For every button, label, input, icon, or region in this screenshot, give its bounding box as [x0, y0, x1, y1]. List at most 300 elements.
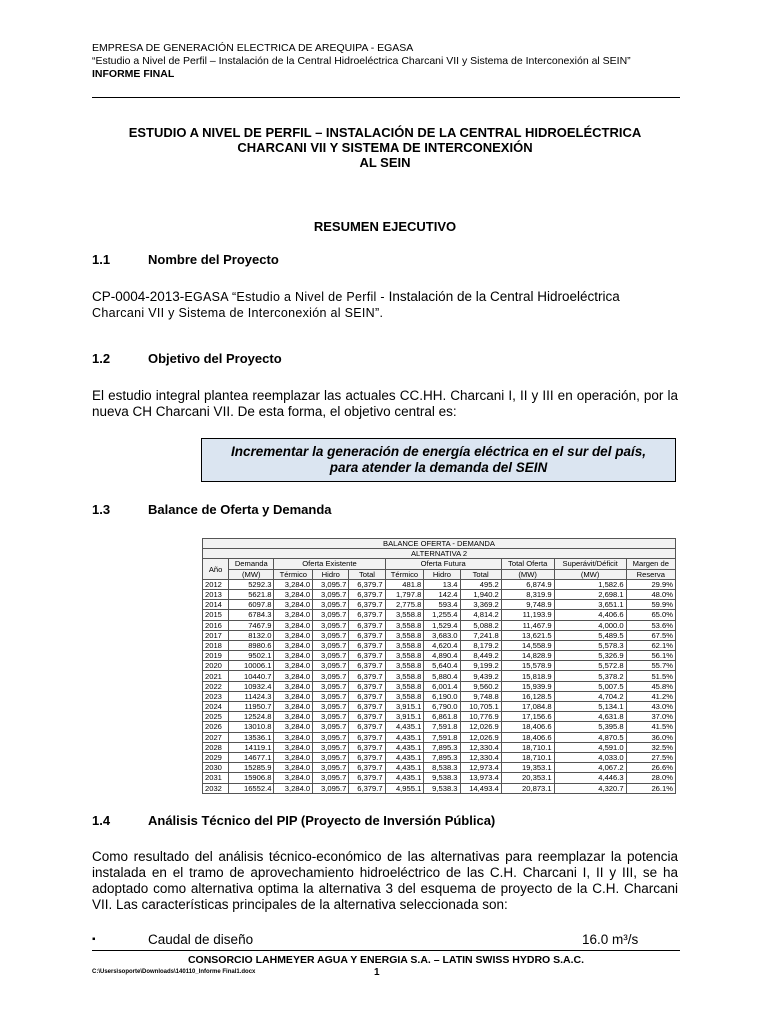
table-cell: 4,320.7: [554, 783, 626, 793]
table-cell: 11424.3: [229, 691, 274, 701]
project-name-paragraph: [92, 289, 678, 321]
title-line-2: CHARCANI VII Y SISTEMA DE INTERCONEXIÓN: [237, 140, 533, 155]
table-cell: 6,379.7: [349, 763, 385, 773]
cell-year: 2020: [203, 661, 229, 671]
table-row: [203, 702, 676, 712]
table-cell: 3,558.8: [385, 651, 424, 661]
unit-total-offer: (MW): [501, 569, 554, 579]
cell-year: 2025: [203, 712, 229, 722]
table-cell: 4,870.5: [554, 732, 626, 742]
table-cell: 6,379.7: [349, 640, 385, 650]
table-cell: 5,088.2: [460, 620, 501, 630]
table-row: [203, 752, 676, 762]
header-study: “Estudio a Nivel de Perfil – Instalación de la Central Hidroeléctrica Charcani VII y Sistema de Interconexión al SEIN”: [92, 55, 631, 67]
table-row: [203, 742, 676, 752]
table-cell: 41.5%: [626, 722, 675, 732]
header-future-offer: Oferta Futura: [385, 559, 501, 569]
table-cell: 5,640.4: [424, 661, 460, 671]
cell-year: 2024: [203, 702, 229, 712]
cell-year: 2027: [203, 732, 229, 742]
table-cell: 3,558.8: [385, 640, 424, 650]
unit-reserve: Reserva: [626, 569, 675, 579]
table-cell: 8132.0: [229, 630, 274, 640]
cell-year: 2023: [203, 691, 229, 701]
table-cell: 11,467.9: [501, 620, 554, 630]
table-cell: 7,241.8: [460, 630, 501, 640]
table-cell: 1,582.6: [554, 579, 626, 589]
cell-year: 2022: [203, 681, 229, 691]
cell-year: 2017: [203, 630, 229, 640]
section-title: Nombre del Proyecto: [148, 252, 279, 267]
project-name-part3: Charcani VII y Sistema de Interconexión al SEIN”.: [92, 306, 384, 320]
table-cell: 67.5%: [626, 630, 675, 640]
table-cell: 3,284.0: [274, 712, 313, 722]
table-cell: 1,940.2: [460, 589, 501, 599]
cell-year: 2032: [203, 783, 229, 793]
bullet-icon: ▪: [92, 934, 96, 945]
table-cell: 1,797.8: [385, 589, 424, 599]
table-cell: 62.1%: [626, 640, 675, 650]
table-cell: 13,621.5: [501, 630, 554, 640]
table-cell: 10440.7: [229, 671, 274, 681]
table-cell: 26.1%: [626, 783, 675, 793]
table-cell: 6,379.7: [349, 773, 385, 783]
page-footer: [92, 950, 680, 978]
table-cell: 593.4: [424, 600, 460, 610]
table-cell: 3,558.8: [385, 681, 424, 691]
table-cell: 7,591.8: [424, 722, 460, 732]
table-cell: 3,651.1: [554, 600, 626, 610]
table-cell: 3,095.7: [313, 712, 349, 722]
table-cell: 8,449.2: [460, 651, 501, 661]
section-number: 1.2: [92, 351, 111, 366]
table-cell: 6,379.7: [349, 702, 385, 712]
table-cell: 10932.4: [229, 681, 274, 691]
unit-future-total: Total: [460, 569, 501, 579]
cell-year: 2014: [203, 600, 229, 610]
project-name-part2: Instalación de la Central Hidroeléctrica: [388, 289, 620, 304]
table-cell: 4,000.0: [554, 620, 626, 630]
table-cell: 55.7%: [626, 661, 675, 671]
table-cell: 3,095.7: [313, 702, 349, 712]
table-cell: 12,973.4: [460, 763, 501, 773]
table-row: [203, 640, 676, 650]
table-cell: 8,319.9: [501, 589, 554, 599]
table-row: [203, 691, 676, 701]
project-name-part1: EGASA “Estudio a Nivel de Perfil -: [184, 290, 389, 304]
table-cell: 15,818.9: [501, 671, 554, 681]
table-cell: 5,326.9: [554, 651, 626, 661]
table-cell: 3,095.7: [313, 640, 349, 650]
cell-year: 2016: [203, 620, 229, 630]
cell-year: 2015: [203, 610, 229, 620]
table-cell: 4,435.1: [385, 742, 424, 752]
table-cell: 6,001.4: [424, 681, 460, 691]
table-cell: 3,095.7: [313, 600, 349, 610]
table-cell: 1,529.4: [424, 620, 460, 630]
table-cell: 14119.1: [229, 742, 274, 752]
cell-year: 2018: [203, 640, 229, 650]
table-cell: 6,379.7: [349, 722, 385, 732]
table-cell: 4,631.8: [554, 712, 626, 722]
table-cell: 142.4: [424, 589, 460, 599]
table-cell: 18,710.1: [501, 752, 554, 762]
table-cell: 4,446.3: [554, 773, 626, 783]
cell-year: 2021: [203, 671, 229, 681]
table-cell: 6784.3: [229, 610, 274, 620]
header-margin: Margen de: [626, 559, 675, 569]
table-cell: 43.0%: [626, 702, 675, 712]
table-cell: 8980.6: [229, 640, 274, 650]
table-cell: 65.0%: [626, 610, 675, 620]
table-cell: 9,538.3: [424, 783, 460, 793]
table-cell: 5,395.8: [554, 722, 626, 732]
section-title: Análisis Técnico del PIP (Proyecto de Inversión Pública): [148, 813, 496, 828]
table-cell: 15285.9: [229, 763, 274, 773]
table-cell: 7,895.3: [424, 752, 460, 762]
table-cell: 20,353.1: [501, 773, 554, 783]
table-cell: 6,379.7: [349, 732, 385, 742]
table-cell: 29.9%: [626, 579, 675, 589]
table-cell: 14,493.4: [460, 783, 501, 793]
table-cell: 48.0%: [626, 589, 675, 599]
table-cell: 3,284.0: [274, 783, 313, 793]
table-cell: 13536.1: [229, 732, 274, 742]
table-cell: 6,379.7: [349, 783, 385, 793]
table-cell: 7,591.8: [424, 732, 460, 742]
table-row: [203, 610, 676, 620]
table-cell: 41.2%: [626, 691, 675, 701]
table-cell: 4,033.0: [554, 752, 626, 762]
table-cell: 9,439.2: [460, 671, 501, 681]
table-row: [203, 732, 676, 742]
table-cell: 5292.3: [229, 579, 274, 589]
table-cell: 3,095.7: [313, 783, 349, 793]
section-1-2-heading: [92, 351, 282, 366]
table-cell: 5,578.3: [554, 640, 626, 650]
table-cell: 3,284.0: [274, 722, 313, 732]
table-cell: 3,284.0: [274, 640, 313, 650]
cell-year: 2029: [203, 752, 229, 762]
table-cell: 3,284.0: [274, 620, 313, 630]
table-row: [203, 722, 676, 732]
table-row: [203, 681, 676, 691]
objective-line-2: para atender la demanda del SEIN: [329, 460, 548, 475]
table-row: [203, 620, 676, 630]
table-cell: 3,284.0: [274, 630, 313, 640]
section-number: 1.3: [92, 502, 111, 517]
table-cell: 6,874.9: [501, 579, 554, 589]
table-cell: 3,095.7: [313, 732, 349, 742]
table-cell: 3,558.8: [385, 610, 424, 620]
table-cell: 6,379.7: [349, 661, 385, 671]
table-cell: 3,284.0: [274, 589, 313, 599]
table-cell: 5,378.2: [554, 671, 626, 681]
table-cell: 6,379.7: [349, 630, 385, 640]
table-cell: 51.5%: [626, 671, 675, 681]
section-title: Balance de Oferta y Demanda: [148, 502, 332, 517]
table-cell: 6,379.7: [349, 752, 385, 762]
table-cell: 56.1%: [626, 651, 675, 661]
table-cell: 3,284.0: [274, 651, 313, 661]
table-cell: 3,558.8: [385, 691, 424, 701]
table-cell: 6,379.7: [349, 691, 385, 701]
table-cell: 1,255.4: [424, 610, 460, 620]
table-cell: 8,179.2: [460, 640, 501, 650]
table-cell: 13010.8: [229, 722, 274, 732]
section-1-4-heading: [92, 813, 495, 828]
table-cell: 15,939.9: [501, 681, 554, 691]
unit-existing-thermal: Térmico: [274, 569, 313, 579]
table-cell: 9502.1: [229, 651, 274, 661]
unit-existing-hydro: Hidro: [313, 569, 349, 579]
table-cell: 3,915.1: [385, 702, 424, 712]
header-total-offer: Total Oferta: [501, 559, 554, 569]
bullet-value: 16.0 m³/s: [582, 932, 639, 947]
footer-consortium: CONSORCIO LAHMEYER AGUA Y ENERGIA S.A. – LATIN SWISS HYDRO S.A.C.: [187, 954, 585, 966]
table-cell: 6,790.0: [424, 702, 460, 712]
table-cell: 15906.8: [229, 773, 274, 783]
table-cell: 3,095.7: [313, 691, 349, 701]
table-cell: 9,560.2: [460, 681, 501, 691]
cell-year: 2026: [203, 722, 229, 732]
table-cell: 32.5%: [626, 742, 675, 752]
table-cell: 3,284.0: [274, 579, 313, 589]
table-cell: 7,895.3: [424, 742, 460, 752]
table-row: [203, 671, 676, 681]
table-cell: 6,379.7: [349, 579, 385, 589]
table-cell: 10,705.1: [460, 702, 501, 712]
header-company: EMPRESA DE GENERACIÓN ELECTRICA DE AREQUIPA - EGASA: [92, 42, 414, 54]
table-cell: 3,915.1: [385, 712, 424, 722]
table-cell: 3,284.0: [274, 600, 313, 610]
cell-year: 2019: [203, 651, 229, 661]
table-cell: 6097.8: [229, 600, 274, 610]
table-cell: 4,620.4: [424, 640, 460, 650]
table-cell: 6,190.0: [424, 691, 460, 701]
table-cell: 17,084.8: [501, 702, 554, 712]
table-cell: 4,435.1: [385, 752, 424, 762]
table-cell: 6,379.7: [349, 600, 385, 610]
table-cell: 3,284.0: [274, 661, 313, 671]
table-cell: 4,435.1: [385, 773, 424, 783]
table-cell: 12,026.9: [460, 732, 501, 742]
table-cell: 3,284.0: [274, 610, 313, 620]
table-cell: 3,284.0: [274, 671, 313, 681]
table-cell: 9,748.8: [460, 691, 501, 701]
header-existing-offer: Oferta Existente: [274, 559, 385, 569]
table-cell: 3,095.7: [313, 630, 349, 640]
header-balance: Superávit/Déficit: [554, 559, 626, 569]
header-year: Año: [203, 559, 229, 579]
table-cell: 481.8: [385, 579, 424, 589]
table-cell: 2,775.8: [385, 600, 424, 610]
technical-paragraph: Como resultado del análisis técnico-económico de las alternativas para reemplazar la potencia instalada en el tramo de aprovechamiento hidroeléctrico de las C.H. Charcani I, II y III, se ha adoptado como alternativa optima la alternativa 3 del esquema de proyecto de la C.H. Charcani VII. Las características principales de la alternativa seleccionada son:: [92, 849, 678, 912]
table-cell: 3,095.7: [313, 651, 349, 661]
table-cell: 12,026.9: [460, 722, 501, 732]
table-cell: 13,973.4: [460, 773, 501, 783]
table-cell: 6,379.7: [349, 712, 385, 722]
table-row: [203, 661, 676, 671]
table-row: [203, 600, 676, 610]
unit-demand: (MW): [229, 569, 274, 579]
table-cell: 6,379.7: [349, 610, 385, 620]
table-cell: 6,379.7: [349, 651, 385, 661]
table-cell: 12,330.4: [460, 752, 501, 762]
balance-table-container: [202, 538, 676, 794]
table-cell: 26.6%: [626, 763, 675, 773]
unit-future-hydro: Hidro: [424, 569, 460, 579]
title-line-3: AL SEIN: [359, 155, 411, 170]
section-1-3-heading: [92, 502, 332, 517]
table-cell: 9,199.2: [460, 661, 501, 671]
document-title: [92, 125, 678, 170]
table-cell: 3,284.0: [274, 752, 313, 762]
unit-existing-total: Total: [349, 569, 385, 579]
table-row: [203, 712, 676, 722]
table-cell: 3,095.7: [313, 579, 349, 589]
table-cell: 2,698.1: [554, 589, 626, 599]
table-cell: 4,067.2: [554, 763, 626, 773]
page-header: [92, 42, 678, 81]
table-cell: 11950.7: [229, 702, 274, 712]
table-cell: 3,558.8: [385, 620, 424, 630]
table-cell: 9,538.3: [424, 773, 460, 783]
table-cell: 3,095.7: [313, 661, 349, 671]
table-cell: 5,572.8: [554, 661, 626, 671]
title-line-1: ESTUDIO A NIVEL DE PERFIL – INSTALACIÓN DE LA CENTRAL HIDROELÉCTRICA: [128, 125, 642, 140]
table-cell: 13.4: [424, 579, 460, 589]
summary-title: RESUMEN EJECUTIVO: [313, 219, 457, 234]
table-cell: 15,578.9: [501, 661, 554, 671]
objective-line-1: Incrementar la generación de energía eléctrica en el sur del país,: [231, 444, 646, 459]
table-cell: 6,379.7: [349, 589, 385, 599]
table-cell: 6,379.7: [349, 671, 385, 681]
table-cell: 3,095.7: [313, 742, 349, 752]
table-row: [203, 651, 676, 661]
footer-file-path: C:\Users\soporte\Downloads\140110_Informe Final1.docx: [92, 969, 256, 975]
table-cell: 3,683.0: [424, 630, 460, 640]
table-cell: 10006.1: [229, 661, 274, 671]
table-cell: 3,095.7: [313, 620, 349, 630]
cell-year: 2031: [203, 773, 229, 783]
table-cell: 4,406.6: [554, 610, 626, 620]
table-cell: 8,538.3: [424, 763, 460, 773]
table-cell: 14,828.9: [501, 651, 554, 661]
table-cell: 3,095.7: [313, 681, 349, 691]
table-cell: 14,558.9: [501, 640, 554, 650]
table-cell: 19,353.1: [501, 763, 554, 773]
table-cell: 12524.8: [229, 712, 274, 722]
table-cell: 27.5%: [626, 752, 675, 762]
table-cell: 12,330.4: [460, 742, 501, 752]
table-cell: 3,095.7: [313, 610, 349, 620]
table-cell: 4,955.1: [385, 783, 424, 793]
table-cell: 4,814.2: [460, 610, 501, 620]
table-cell: 4,890.4: [424, 651, 460, 661]
table-cell: 11,193.9: [501, 610, 554, 620]
page-number: 1: [374, 967, 380, 978]
table-cell: 3,284.0: [274, 742, 313, 752]
bullet-label: Caudal de diseño: [148, 932, 254, 947]
table-row: [203, 579, 676, 589]
section-number: 1.1: [92, 252, 111, 267]
table-cell: 3,095.7: [313, 671, 349, 681]
objective-highlight-box: [201, 438, 676, 482]
table-cell: 3,558.8: [385, 671, 424, 681]
table-cell: 14677.1: [229, 752, 274, 762]
table-row: [203, 763, 676, 773]
table-cell: 6,861.8: [424, 712, 460, 722]
cell-year: 2012: [203, 579, 229, 589]
unit-balance: (MW): [554, 569, 626, 579]
table-cell: 495.2: [460, 579, 501, 589]
table-cell: 20,873.1: [501, 783, 554, 793]
section-number: 1.4: [92, 813, 111, 828]
table-cell: 3,095.7: [313, 589, 349, 599]
table-cell: 4,435.1: [385, 763, 424, 773]
table-cell: 45.8%: [626, 681, 675, 691]
table-cell: 4,435.1: [385, 722, 424, 732]
table-cell: 5,134.1: [554, 702, 626, 712]
table-cell: 53.6%: [626, 620, 675, 630]
table-cell: 3,095.7: [313, 722, 349, 732]
table-row: [203, 630, 676, 640]
table-cell: 16,128.5: [501, 691, 554, 701]
table-cell: 3,369.2: [460, 600, 501, 610]
table-cell: 16552.4: [229, 783, 274, 793]
table-cell: 9,748.9: [501, 600, 554, 610]
table-cell: 5,489.5: [554, 630, 626, 640]
table-cell: 59.9%: [626, 600, 675, 610]
table-cell: 3,284.0: [274, 773, 313, 783]
table-row: [203, 773, 676, 783]
table-cell: 3,284.0: [274, 763, 313, 773]
table-cell: 3,284.0: [274, 702, 313, 712]
table-cell: 37.0%: [626, 712, 675, 722]
header-demand: Demanda: [229, 559, 274, 569]
table-cell: 3,558.8: [385, 661, 424, 671]
table-cell: 6,379.7: [349, 620, 385, 630]
table-cell: 5,880.4: [424, 671, 460, 681]
table-cell: 3,095.7: [313, 773, 349, 783]
table-cell: 5,007.5: [554, 681, 626, 691]
objective-paragraph: El estudio integral plantea reemplazar las actuales CC.HH. Charcani I, II y III en operación, por la nueva CH Charcani VII. De esta forma, el objetivo central es:: [92, 388, 678, 419]
table-row: [203, 589, 676, 599]
header-report: INFORME FINAL: [92, 68, 175, 80]
table-cell: 3,558.8: [385, 630, 424, 640]
table-title: BALANCE OFERTA - DEMANDA: [203, 539, 676, 549]
cell-year: 2013: [203, 589, 229, 599]
table-cell: 4,704.2: [554, 691, 626, 701]
section-1-1-heading: [92, 252, 279, 267]
table-cell: 5621.8: [229, 589, 274, 599]
table-cell: 3,284.0: [274, 691, 313, 701]
table-row: [203, 783, 676, 793]
table-cell: 36.0%: [626, 732, 675, 742]
table-cell: 6,379.7: [349, 742, 385, 752]
table-cell: 18,406.6: [501, 722, 554, 732]
table-cell: 7467.9: [229, 620, 274, 630]
balance-table: [202, 538, 676, 794]
table-cell: 3,095.7: [313, 763, 349, 773]
header-rule: [92, 97, 680, 98]
cell-year: 2030: [203, 763, 229, 773]
table-cell: 18,710.1: [501, 742, 554, 752]
table-cell: 28.0%: [626, 773, 675, 783]
table-subtitle: ALTERNATIVA 2: [203, 549, 676, 559]
table-cell: 18,406.6: [501, 732, 554, 742]
